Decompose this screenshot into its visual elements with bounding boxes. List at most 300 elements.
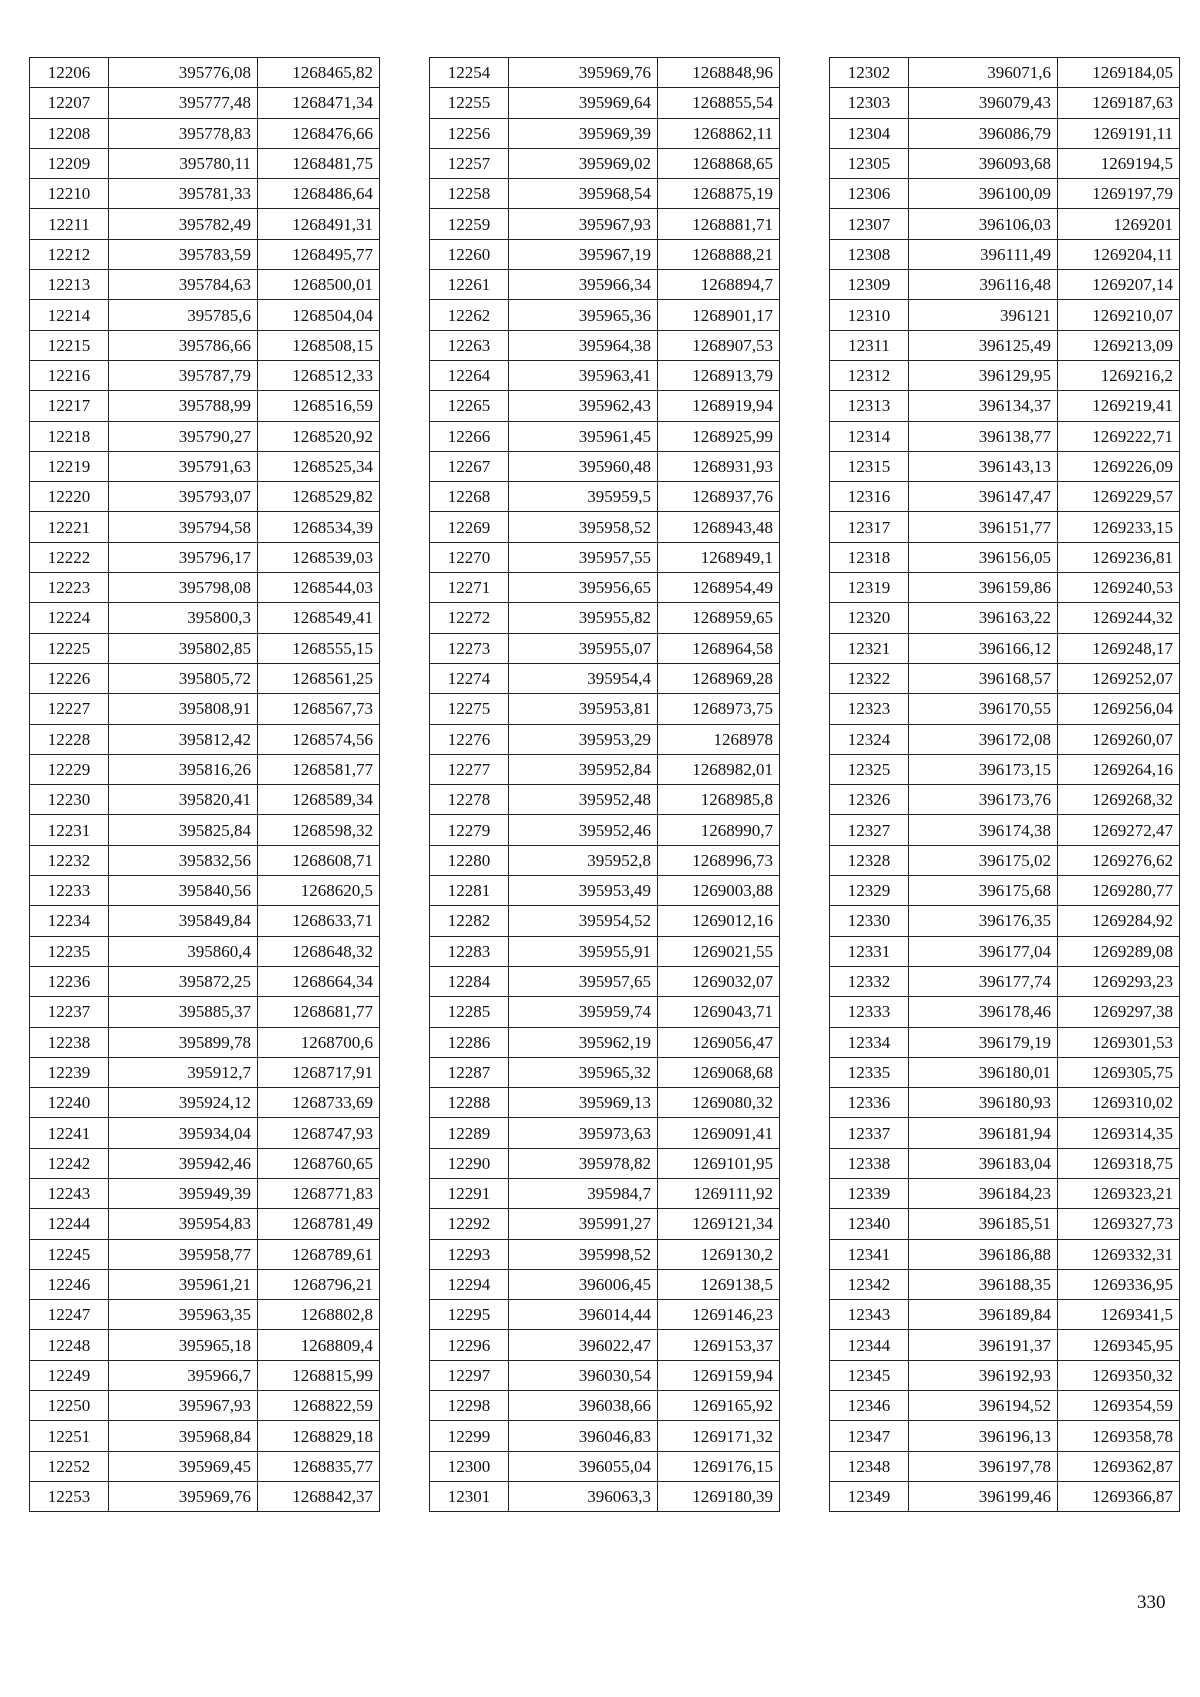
table-row [830,1209,1180,1239]
point-number: 12336 [830,1088,909,1118]
y-coordinate: 1269012,16 [658,906,780,936]
x-coordinate: 396173,76 [909,785,1058,815]
y-coordinate: 1269233,15 [1058,512,1180,542]
x-coordinate: 395968,84 [109,1421,258,1451]
x-coordinate: 395965,18 [109,1330,258,1360]
point-number: 12212 [30,239,109,269]
table-row [830,1360,1180,1390]
x-coordinate: 395783,59 [109,239,258,269]
point-number: 12271 [430,573,509,603]
y-coordinate: 1268954,49 [658,573,780,603]
table-row [830,512,1180,542]
y-coordinate: 1268512,33 [258,360,380,390]
table-row [430,876,780,906]
point-number: 12346 [830,1391,909,1421]
y-coordinate: 1268888,21 [658,239,780,269]
y-coordinate: 1269091,41 [658,1118,780,1148]
point-number: 12321 [830,633,909,663]
y-coordinate: 1268802,8 [258,1300,380,1330]
table-row [30,815,380,845]
y-coordinate: 1268985,8 [658,785,780,815]
point-number: 12259 [430,209,509,239]
table-row [430,421,780,451]
point-number: 12286 [430,1027,509,1057]
point-number: 12207 [30,88,109,118]
y-coordinate: 1269159,94 [658,1360,780,1390]
x-coordinate: 396014,44 [509,1300,658,1330]
point-number: 12257 [430,148,509,178]
table-row [830,1178,1180,1208]
x-coordinate: 395781,33 [109,179,258,209]
point-number: 12264 [430,360,509,390]
table-row [430,300,780,330]
point-number: 12238 [30,1027,109,1057]
point-number: 12245 [30,1239,109,1269]
x-coordinate: 395952,48 [509,785,658,815]
table-row [30,239,380,269]
point-number: 12285 [430,997,509,1027]
y-coordinate: 1268544,03 [258,573,380,603]
point-number: 12290 [430,1148,509,1178]
x-coordinate: 396129,95 [909,360,1058,390]
table-row [430,1027,780,1057]
y-coordinate: 1269197,79 [1058,179,1180,209]
point-number: 12208 [30,118,109,148]
x-coordinate: 396134,37 [909,391,1058,421]
point-number: 12318 [830,542,909,572]
y-coordinate: 1269146,23 [658,1300,780,1330]
x-coordinate: 395998,52 [509,1239,658,1269]
x-coordinate: 395849,84 [109,906,258,936]
table-row [430,1088,780,1118]
point-number: 12328 [830,845,909,875]
y-coordinate: 1268959,65 [658,603,780,633]
point-number: 12233 [30,876,109,906]
x-coordinate: 396172,08 [909,724,1058,754]
point-number: 12312 [830,360,909,390]
point-number: 12288 [430,1088,509,1118]
y-coordinate: 1268937,76 [658,482,780,512]
x-coordinate: 395967,93 [509,209,658,239]
x-coordinate: 396046,83 [509,1421,658,1451]
y-coordinate: 1269032,07 [658,966,780,996]
point-number: 12291 [430,1178,509,1208]
point-number: 12278 [430,785,509,815]
table-row [830,845,1180,875]
y-coordinate: 1268534,39 [258,512,380,542]
y-coordinate: 1269301,53 [1058,1027,1180,1057]
y-coordinate: 1268717,91 [258,1057,380,1087]
y-coordinate: 1268949,1 [658,542,780,572]
point-number: 12307 [830,209,909,239]
y-coordinate: 1268539,03 [258,542,380,572]
y-coordinate: 1269207,14 [1058,270,1180,300]
x-coordinate: 396194,52 [909,1391,1058,1421]
x-coordinate: 395788,99 [109,391,258,421]
point-number: 12329 [830,876,909,906]
table-row [830,360,1180,390]
table-row [30,1027,380,1057]
x-coordinate: 395899,78 [109,1027,258,1057]
y-coordinate: 1268495,77 [258,239,380,269]
point-number: 12331 [830,936,909,966]
y-coordinate: 1268973,75 [658,694,780,724]
table-row [430,1118,780,1148]
point-number: 12211 [30,209,109,239]
point-number: 12222 [30,542,109,572]
table-row [30,58,380,88]
point-number: 12345 [830,1360,909,1390]
x-coordinate: 395802,85 [109,633,258,663]
point-number: 12243 [30,1178,109,1208]
table-row [430,270,780,300]
y-coordinate: 1268491,31 [258,209,380,239]
table-row [830,694,1180,724]
table-row [830,300,1180,330]
table-row [430,239,780,269]
y-coordinate: 1269021,55 [658,936,780,966]
y-coordinate: 1269248,17 [1058,633,1180,663]
x-coordinate: 395790,27 [109,421,258,451]
table-row [830,1148,1180,1178]
table-row [30,1118,380,1148]
x-coordinate: 396006,45 [509,1269,658,1299]
table-row [430,360,780,390]
point-number: 12301 [430,1481,509,1511]
point-number: 12313 [830,391,909,421]
point-number: 12282 [430,906,509,936]
x-coordinate: 395808,91 [109,694,258,724]
point-number: 12319 [830,573,909,603]
table-row [30,906,380,936]
y-coordinate: 1268633,71 [258,906,380,936]
y-coordinate: 1268561,25 [258,663,380,693]
table-row [830,1451,1180,1481]
point-number: 12235 [30,936,109,966]
y-coordinate: 1268931,93 [658,451,780,481]
table-row [830,936,1180,966]
x-coordinate: 396151,77 [909,512,1058,542]
table-row [430,966,780,996]
point-number: 12254 [430,58,509,88]
x-coordinate: 395958,52 [509,512,658,542]
y-coordinate: 1269280,77 [1058,876,1180,906]
point-number: 12347 [830,1421,909,1451]
table-row [830,663,1180,693]
table-row [830,997,1180,1027]
table-row [30,1421,380,1451]
point-number: 12242 [30,1148,109,1178]
point-number: 12275 [430,694,509,724]
table-row [830,724,1180,754]
table-row [430,785,780,815]
table-row [830,815,1180,845]
x-coordinate: 395942,46 [109,1148,258,1178]
table-row [30,1300,380,1330]
table-row [30,724,380,754]
x-coordinate: 395953,29 [509,724,658,754]
table-row [30,88,380,118]
point-number: 12265 [430,391,509,421]
x-coordinate: 396173,15 [909,754,1058,784]
x-coordinate: 396177,74 [909,966,1058,996]
y-coordinate: 1269336,95 [1058,1269,1180,1299]
x-coordinate: 395967,93 [109,1391,258,1421]
table-row [30,997,380,1027]
x-coordinate: 395960,48 [509,451,658,481]
point-number: 12258 [430,179,509,209]
y-coordinate: 1269184,05 [1058,58,1180,88]
y-coordinate: 1268789,61 [258,1239,380,1269]
y-coordinate: 1269358,78 [1058,1421,1180,1451]
point-number: 12332 [830,966,909,996]
y-coordinate: 1268925,99 [658,421,780,451]
y-coordinate: 1268598,32 [258,815,380,845]
point-number: 12273 [430,633,509,663]
y-coordinate: 1269268,32 [1058,785,1180,815]
point-number: 12216 [30,360,109,390]
point-number: 12340 [830,1209,909,1239]
x-coordinate: 395952,46 [509,815,658,845]
x-coordinate: 396106,03 [909,209,1058,239]
point-number: 12284 [430,966,509,996]
x-coordinate: 395973,63 [509,1118,658,1148]
x-coordinate: 395969,02 [509,148,658,178]
coordinate-table-body [30,58,380,1512]
x-coordinate: 395954,52 [509,906,658,936]
point-number: 12305 [830,148,909,178]
point-number: 12249 [30,1360,109,1390]
point-number: 12349 [830,1481,909,1511]
x-coordinate: 395777,48 [109,88,258,118]
x-coordinate: 395964,38 [509,330,658,360]
point-number: 12348 [830,1451,909,1481]
table-row [430,1330,780,1360]
x-coordinate: 395885,37 [109,997,258,1027]
x-coordinate: 396163,22 [909,603,1058,633]
point-number: 12292 [430,1209,509,1239]
table-row [830,1421,1180,1451]
table-row [830,1027,1180,1057]
x-coordinate: 396038,66 [509,1391,658,1421]
table-row [30,754,380,784]
table-row [830,239,1180,269]
y-coordinate: 1269165,92 [658,1391,780,1421]
y-coordinate: 1268681,77 [258,997,380,1027]
point-number: 12280 [430,845,509,875]
y-coordinate: 1268862,11 [658,118,780,148]
x-coordinate: 396063,3 [509,1481,658,1511]
y-coordinate: 1268476,66 [258,118,380,148]
point-number: 12317 [830,512,909,542]
x-coordinate: 396093,68 [909,148,1058,178]
point-number: 12293 [430,1239,509,1269]
table-row [430,1481,780,1511]
x-coordinate: 395969,13 [509,1088,658,1118]
x-coordinate: 395959,74 [509,997,658,1027]
point-number: 12296 [430,1330,509,1360]
coordinate-table-1 [29,57,380,1512]
table-row [830,1269,1180,1299]
x-coordinate: 395952,8 [509,845,658,875]
y-coordinate: 1269345,95 [1058,1330,1180,1360]
x-coordinate: 395784,63 [109,270,258,300]
y-coordinate: 1268648,32 [258,936,380,966]
table-row [30,209,380,239]
x-coordinate: 395805,72 [109,663,258,693]
x-coordinate: 396188,35 [909,1269,1058,1299]
y-coordinate: 1268589,34 [258,785,380,815]
table-row [30,966,380,996]
point-number: 12250 [30,1391,109,1421]
x-coordinate: 395800,3 [109,603,258,633]
x-coordinate: 396185,51 [909,1209,1058,1239]
x-coordinate: 396178,46 [909,997,1058,1027]
table-row [430,1239,780,1269]
y-coordinate: 1268990,7 [658,815,780,845]
point-number: 12221 [30,512,109,542]
table-row [830,633,1180,663]
x-coordinate: 396159,86 [909,573,1058,603]
point-number: 12274 [430,663,509,693]
point-number: 12298 [430,1391,509,1421]
x-coordinate: 396181,94 [909,1118,1058,1148]
y-coordinate: 1269229,57 [1058,482,1180,512]
point-number: 12215 [30,330,109,360]
y-coordinate: 1268943,48 [658,512,780,542]
y-coordinate: 1268620,5 [258,876,380,906]
x-coordinate: 396166,12 [909,633,1058,663]
point-number: 12327 [830,815,909,845]
point-number: 12314 [830,421,909,451]
x-coordinate: 396156,05 [909,542,1058,572]
y-coordinate: 1269272,47 [1058,815,1180,845]
point-number: 12255 [430,88,509,118]
coordinate-table-2 [429,57,780,1512]
point-number: 12277 [430,754,509,784]
table-row [30,876,380,906]
y-coordinate: 1268567,73 [258,694,380,724]
x-coordinate: 396199,46 [909,1481,1058,1511]
y-coordinate: 1269191,11 [1058,118,1180,148]
point-number: 12248 [30,1330,109,1360]
x-coordinate: 395957,65 [509,966,658,996]
point-number: 12276 [430,724,509,754]
point-number: 12228 [30,724,109,754]
x-coordinate: 395955,91 [509,936,658,966]
y-coordinate: 1269260,07 [1058,724,1180,754]
y-coordinate: 1269216,2 [1058,360,1180,390]
x-coordinate: 396170,55 [909,694,1058,724]
point-number: 12262 [430,300,509,330]
point-number: 12225 [30,633,109,663]
table-row [30,482,380,512]
x-coordinate: 396071,6 [909,58,1058,88]
x-coordinate: 395820,41 [109,785,258,815]
y-coordinate: 1269130,2 [658,1239,780,1269]
point-number: 12289 [430,1118,509,1148]
x-coordinate: 395840,56 [109,876,258,906]
y-coordinate: 1268913,79 [658,360,780,390]
x-coordinate: 395962,43 [509,391,658,421]
x-coordinate: 395963,41 [509,360,658,390]
x-coordinate: 396138,77 [909,421,1058,451]
table-row [430,663,780,693]
x-coordinate: 395780,11 [109,148,258,178]
point-number: 12333 [830,997,909,1027]
y-coordinate: 1269244,32 [1058,603,1180,633]
point-number: 12230 [30,785,109,815]
point-number: 12240 [30,1088,109,1118]
y-coordinate: 1269284,92 [1058,906,1180,936]
point-number: 12269 [430,512,509,542]
table-row [30,633,380,663]
point-number: 12337 [830,1118,909,1148]
y-coordinate: 1268465,82 [258,58,380,88]
table-row [430,1209,780,1239]
table-row [830,270,1180,300]
y-coordinate: 1269240,53 [1058,573,1180,603]
table-row [430,1421,780,1451]
point-number: 12224 [30,603,109,633]
table-row [30,1360,380,1390]
point-number: 12306 [830,179,909,209]
x-coordinate: 395872,25 [109,966,258,996]
y-coordinate: 1269180,39 [658,1481,780,1511]
point-number: 12310 [830,300,909,330]
point-number: 12326 [830,785,909,815]
y-coordinate: 1269210,07 [1058,300,1180,330]
x-coordinate: 395955,82 [509,603,658,633]
x-coordinate: 396180,93 [909,1088,1058,1118]
table-row [30,785,380,815]
point-number: 12223 [30,573,109,603]
point-number: 12297 [430,1360,509,1390]
x-coordinate: 396125,49 [909,330,1058,360]
x-coordinate: 396196,13 [909,1421,1058,1451]
x-coordinate: 395812,42 [109,724,258,754]
table-row [830,1057,1180,1087]
y-coordinate: 1269350,32 [1058,1360,1180,1390]
table-row [430,633,780,663]
point-number: 12213 [30,270,109,300]
x-coordinate: 395966,34 [509,270,658,300]
point-number: 12226 [30,663,109,693]
x-coordinate: 395798,08 [109,573,258,603]
y-coordinate: 1269056,47 [658,1027,780,1057]
y-coordinate: 1268549,41 [258,603,380,633]
point-number: 12281 [430,876,509,906]
point-number: 12232 [30,845,109,875]
page-number: 330 [1137,1592,1166,1613]
y-coordinate: 1268471,34 [258,88,380,118]
point-number: 12219 [30,451,109,481]
table-row [830,542,1180,572]
y-coordinate: 1269219,41 [1058,391,1180,421]
point-number: 12339 [830,1178,909,1208]
x-coordinate: 395969,45 [109,1451,258,1481]
table-row [430,1391,780,1421]
x-coordinate: 395961,21 [109,1269,258,1299]
point-number: 12344 [830,1330,909,1360]
x-coordinate: 395796,17 [109,542,258,572]
point-number: 12209 [30,148,109,178]
x-coordinate: 396175,02 [909,845,1058,875]
x-coordinate: 395952,84 [509,754,658,784]
y-coordinate: 1268875,19 [658,179,780,209]
y-coordinate: 1269354,59 [1058,1391,1180,1421]
point-number: 12343 [830,1300,909,1330]
